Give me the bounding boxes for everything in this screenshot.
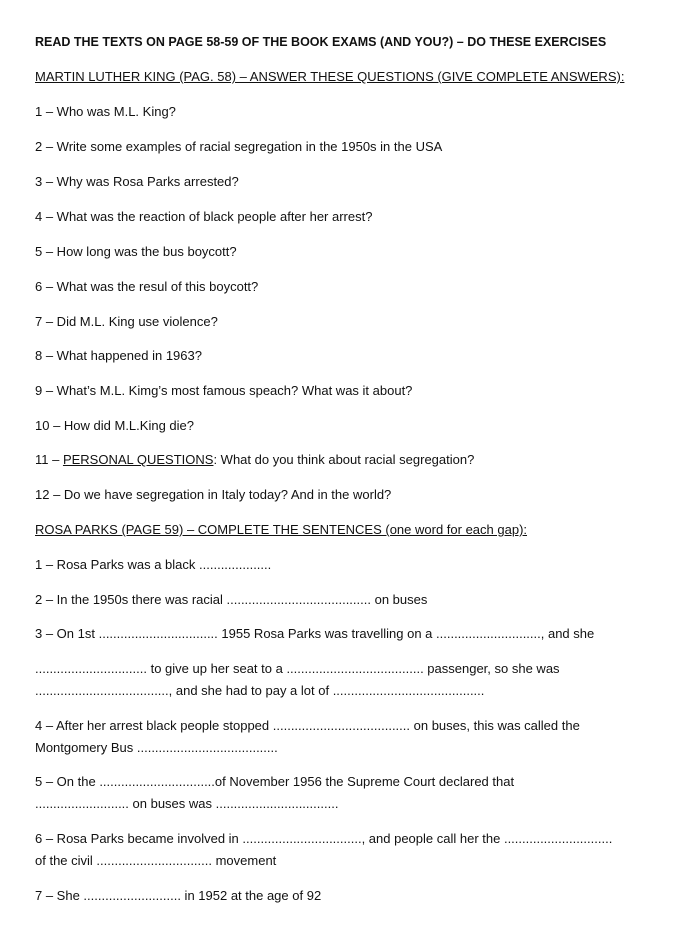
question-5: 5 – How long was the bus boycott? bbox=[35, 244, 237, 259]
question-8: 8 – What happened in 1963? bbox=[35, 348, 202, 363]
sentence-5-line-1: 5 – On the ................................of November 1956 the Supreme Court declared that bbox=[35, 774, 515, 789]
question-11 bbox=[35, 452, 474, 468]
sentence-4-line-2: Montgomery Bus ....................................... bbox=[35, 740, 278, 755]
sentence-3-line-1: 3 – On 1st ................................. 1955 Rosa Parks was travelling on a ............................., and she bbox=[35, 626, 595, 641]
sentence-6-line-1: 6 – Rosa Parks became involved in ................................., and people call her the .............................. bbox=[35, 831, 613, 846]
question-11-text: : What do you think about racial segregation? bbox=[213, 452, 475, 467]
question-10: 10 – How did M.L.King die? bbox=[35, 418, 194, 433]
sentence-3-line-2: ............................... to give up her seat to a ...................................... passenger, so she was bbox=[35, 661, 560, 676]
question-1: 1 – Who was M.L. King? bbox=[35, 104, 176, 119]
question-6: 6 – What was the resul of this boycott? bbox=[35, 279, 259, 294]
question-2: 2 – Write some examples of racial segregation in the 1950s in the USA bbox=[35, 139, 443, 154]
sentence-1: 1 – Rosa Parks was a black .................... bbox=[35, 557, 272, 572]
sentence-7: 7 – She ........................... in 1952 at the age of 92 bbox=[35, 888, 322, 903]
sentence-3-line-3: ....................................., and she had to pay a lot of .......................................... bbox=[35, 683, 485, 698]
worksheet-title: READ THE TEXTS ON PAGE 58-59 OF THE BOOK EXAMS (AND YOU?) – DO THESE EXERCISES bbox=[35, 35, 607, 49]
sentence-5-line-2: .......................... on buses was .................................. bbox=[35, 796, 339, 811]
section-heading-mlk: MARTIN LUTHER KING (PAG. 58) – ANSWER THESE QUESTIONS (GIVE COMPLETE ANSWERS): bbox=[35, 69, 625, 84]
question-3: 3 – Why was Rosa Parks arrested? bbox=[35, 174, 239, 189]
question-9: 9 – What’s M.L. Kimg’s most famous speach? What was it about? bbox=[35, 383, 413, 398]
sentence-4-line-1: 4 – After her arrest black people stopped ...................................... on buses, this was called the bbox=[35, 718, 580, 733]
section-heading-rosa-parks: ROSA PARKS (PAGE 59) – COMPLETE THE SENTENCES (one word for each gap): bbox=[35, 522, 528, 537]
personal-questions-label: PERSONAL QUESTIONS bbox=[62, 452, 214, 467]
question-12: 12 – Do we have segregation in Italy today? And in the world? bbox=[35, 487, 392, 502]
sentence-2: 2 – In the 1950s there was racial ........................................ on buses bbox=[35, 592, 428, 607]
question-11-number: 11 – bbox=[35, 452, 63, 467]
question-7: 7 – Did M.L. King use violence? bbox=[35, 314, 218, 329]
question-4: 4 – What was the reaction of black people after her arrest? bbox=[35, 209, 373, 224]
sentence-6-line-2: of the civil ................................ movement bbox=[35, 853, 277, 868]
